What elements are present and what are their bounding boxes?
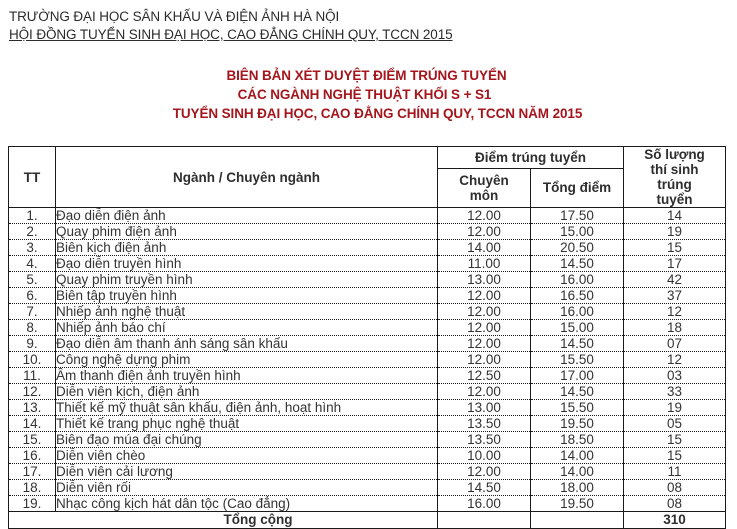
total-score: 14.50 [531,256,624,272]
row-number: 12. [9,384,56,400]
table-row [9,432,726,448]
specialty-score: 12.50 [438,368,531,384]
total-row [9,512,726,529]
specialty-score: 12.00 [438,384,531,400]
specialty-score: 12.00 [438,336,531,352]
total-score: 16.50 [531,288,624,304]
table-row [9,256,726,272]
table-row [9,400,726,416]
row-number: 1. [9,208,56,224]
major-name: Quay phim truyền hình [56,272,438,288]
total-score: 18.50 [531,432,624,448]
total-score: 14.00 [531,464,624,480]
specialty-score: 12.00 [438,208,531,224]
table-row [9,352,726,368]
major-name: Diễn viên rối [56,480,438,496]
row-number: 14. [9,416,56,432]
admitted-count: 19 [624,224,726,240]
column-header-score-group: Điểm trúng tuyển [438,147,624,169]
table-row [9,480,726,496]
title-line-1: BIÊN BẢN XÉT DUYỆT ĐIỂM TRÚNG TUYỂN [226,68,507,83]
total-specialty-blank [438,512,531,529]
row-number: 18. [9,480,56,496]
major-name: Công nghệ dựng phim [56,352,438,368]
total-count: 310 [624,512,726,529]
major-name: Thiết kế trang phục nghệ thuật [56,416,438,432]
title-line-3: TUYỂN SINH ĐẠI HỌC, CAO ĐẲNG CHÍNH QUY, TCCN NĂM 2015 [172,106,583,121]
admitted-count: 08 [624,480,726,496]
organization-name: TRƯỜNG ĐẠI HỌC SÂN KHẤU VÀ ĐIỆN ẢNH HÀ NỘI [9,9,340,24]
row-number: 11. [9,368,56,384]
major-name: Diễn viên kịch, điện ảnh [56,384,438,400]
total-score: 16.00 [531,304,624,320]
major-name: Âm thanh điện ảnh truyền hình [56,368,438,384]
total-score: 19.50 [531,496,624,512]
admitted-count: 37 [624,288,726,304]
document-title [0,66,737,123]
specialty-score: 12.00 [438,304,531,320]
table-row [9,336,726,352]
specialty-score: 16.00 [438,496,531,512]
table-row [9,272,726,288]
column-header-specialty-label: Chuyên môn [459,172,509,203]
specialty-score: 10.00 [438,448,531,464]
column-header-tt: TT [9,147,56,208]
row-number: 19. [9,496,56,512]
specialty-score: 12.00 [438,288,531,304]
table-row [9,368,726,384]
table-row [9,448,726,464]
major-name: Nhiếp ảnh nghệ thuật [56,304,438,320]
title-line-2: CÁC NGÀNH NGHỆ THUẬT KHỐI S + S1 [237,87,492,102]
specialty-score: 12.00 [438,464,531,480]
row-number: 17. [9,464,56,480]
total-score-blank [531,512,624,529]
major-name: Thiết kế mỹ thuật sân khấu, điện ảnh, hoạt hình [56,400,438,416]
major-name: Đạo diễn âm thanh ánh sáng sân khấu [56,336,438,352]
major-name: Biên tập truyền hình [56,288,438,304]
total-score: 15.50 [531,352,624,368]
row-number: 9. [9,336,56,352]
council-name: HỘI ĐỒNG TUYỂN SINH ĐẠI HỌC, CAO ĐẲNG CHÍNH QUY, TCCN 2015 [9,27,453,42]
major-name: Nhiếp ảnh báo chí [56,320,438,336]
table-body [9,208,726,512]
table-row [9,320,726,336]
specialty-score: 13.00 [438,272,531,288]
table-row [9,240,726,256]
admitted-count: 05 [624,416,726,432]
major-name: Biên kịch điện ảnh [56,240,438,256]
admitted-count: 15 [624,448,726,464]
column-header-count-label: Số lượng thí sinh trúng tuyển [644,147,705,207]
major-name: Diễn viên cải lương [56,464,438,480]
total-label: Tổng cộng [9,512,438,529]
total-score: 18.00 [531,480,624,496]
table-row [9,208,726,224]
total-score: 20.50 [531,240,624,256]
row-number: 13. [9,400,56,416]
table-row [9,384,726,400]
major-name: Quay phim điện ảnh [56,224,438,240]
total-score: 16.00 [531,272,624,288]
specialty-score: 13.00 [438,400,531,416]
row-number: 7. [9,304,56,320]
admitted-count: 17 [624,256,726,272]
total-score: 19.50 [531,416,624,432]
total-score: 17.00 [531,368,624,384]
table-row [9,464,726,480]
table-row [9,224,726,240]
total-score: 17.50 [531,208,624,224]
admission-scores-table [8,146,726,529]
major-name: Đạo diễn truyền hình [56,256,438,272]
admitted-count: 14 [624,208,726,224]
major-name: Nhạc công kịch hát dân tộc (Cao đẳng) [56,496,438,512]
admitted-count: 15 [624,240,726,256]
column-header-count [624,147,726,208]
table-row [9,288,726,304]
major-name: Biên đạo múa đại chúng [56,432,438,448]
column-header-specialty [438,168,531,207]
specialty-score: 12.00 [438,320,531,336]
table-row [9,496,726,512]
table-row [9,416,726,432]
row-number: 4. [9,256,56,272]
specialty-score: 11.00 [438,256,531,272]
row-number: 3. [9,240,56,256]
total-score: 15.00 [531,224,624,240]
total-score: 14.50 [531,384,624,400]
admitted-count: 12 [624,352,726,368]
row-number: 2. [9,224,56,240]
specialty-score: 12.00 [438,224,531,240]
specialty-score: 14.50 [438,480,531,496]
column-header-major: Ngành / Chuyên ngành [56,147,438,208]
admitted-count: 07 [624,336,726,352]
admitted-count: 42 [624,272,726,288]
row-number: 10. [9,352,56,368]
admitted-count: 12 [624,304,726,320]
row-number: 8. [9,320,56,336]
admitted-count: 18 [624,320,726,336]
specialty-score: 12.00 [438,352,531,368]
major-name: Diễn viên chèo [56,448,438,464]
row-number: 16. [9,448,56,464]
admitted-count: 15 [624,432,726,448]
admitted-count: 03 [624,368,726,384]
total-score: 15.00 [531,320,624,336]
total-score: 14.50 [531,336,624,352]
admitted-count: 11 [624,464,726,480]
table-row [9,304,726,320]
admitted-count: 33 [624,384,726,400]
specialty-score: 14.00 [438,240,531,256]
total-score: 14.00 [531,448,624,464]
major-name: Đạo diễn điện ảnh [56,208,438,224]
admitted-count: 19 [624,400,726,416]
row-number: 15. [9,432,56,448]
column-header-total-score: Tổng điểm [531,168,624,207]
row-number: 5. [9,272,56,288]
total-score: 15.50 [531,400,624,416]
row-number: 6. [9,288,56,304]
specialty-score: 13.50 [438,432,531,448]
admitted-count: 08 [624,496,726,512]
specialty-score: 13.50 [438,416,531,432]
